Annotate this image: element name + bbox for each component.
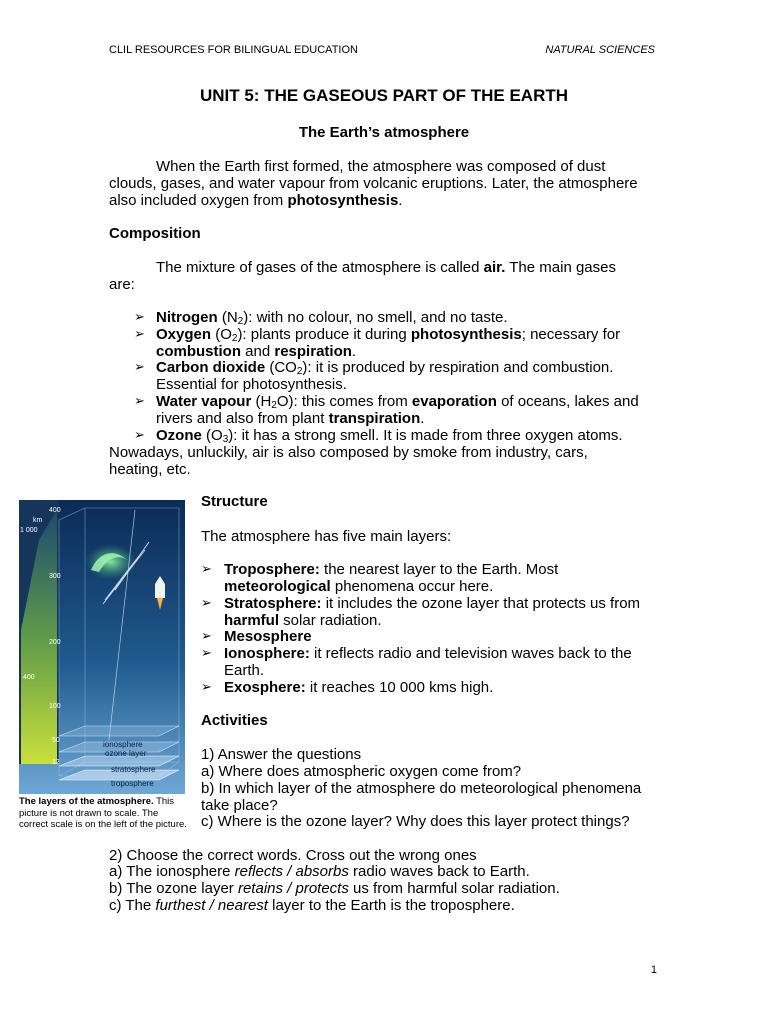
composition-heading: Composition (109, 225, 201, 242)
scale-label: 100 (49, 703, 61, 710)
gas-item-oxygen: Oxygen $(O_2)$: plants produce it during photosynthesis; necessary for (156, 326, 621, 344)
composition-intro-line-2: are: (109, 276, 135, 293)
composition-note-line-1: Nowadays, unluckily, air is also composed by smoke from industry, cars, (109, 444, 588, 461)
structure-intro: The atmosphere has five main layers: (201, 528, 452, 545)
structure-heading: Structure (201, 493, 268, 510)
header-left: CLIL RESOURCES FOR BILINGUAL EDUCATION (109, 44, 358, 56)
activity-2b: b) The ozone layer retains / protects us from harmful solar radiation. (109, 880, 560, 897)
activity-2c: c) The furthest / nearest layer to the Earth is the troposphere. (109, 897, 515, 914)
layer-item-ionosphere: Ionosphere: it reflects radio and television waves back to the (224, 645, 632, 662)
scale-label: 300 (49, 573, 61, 580)
intro-line-3: also included oxygen from photosynthesis. (109, 192, 403, 209)
arrow-bullet-icon: ➢ (201, 595, 212, 610)
header-right: NATURAL SCIENCES (545, 44, 655, 56)
arrow-bullet-icon: ➢ (201, 628, 212, 643)
scale-unit-label: km (33, 517, 43, 524)
arrow-bullet-icon: ➢ (201, 561, 212, 576)
activities-heading: Activities (201, 712, 268, 729)
intro-line-2: clouds, gases, and water vapour from volcanic eruptions. Later, the atmosphere (109, 175, 638, 192)
composition-intro: The mixture of gases of the atmosphere is called air. The main gases (156, 259, 616, 276)
activity-1: 1) Answer the questions (201, 746, 362, 763)
scale-label: 50 (52, 737, 60, 744)
layer-label-stratosphere: stratosphere (111, 765, 156, 774)
activity-2: 2) Choose the correct words. Cross out the wrong ones (109, 847, 477, 864)
scale-label: 400 (49, 507, 61, 514)
layer-item-ionosphere-line-2: Earth. (224, 662, 265, 679)
activity-2a: a) The ionosphere reflects / absorbs radio waves back to Earth. (109, 863, 530, 880)
scale-label: 12 (52, 759, 60, 766)
arrow-bullet-icon: ➢ (134, 309, 145, 324)
gas-item-ozone: Ozone $(O_3)$: it has a strong smell. It is made from three oxygen atoms. (156, 427, 623, 445)
gas-item-water-vapour-line-2: rivers and also from plant transpiration. (156, 410, 425, 427)
gas-item-carbon-dioxide-line-2: Essential for photosynthesis. (156, 376, 347, 393)
arrow-bullet-icon: ➢ (134, 359, 145, 374)
figure-caption: The layers of the atmosphere. This picture is not drawn to scale. The correct scale is on the left of the picture. (19, 796, 187, 830)
layer-item-stratosphere-line-2: harmful solar radiation. (224, 612, 382, 629)
page-title: UNIT 5: THE GASEOUS PART OF THE EARTH (199, 86, 569, 105)
gas-item-nitrogen: Nitrogen $(N_2)$: with no colour, no smell, and no taste. (156, 309, 508, 327)
layer-label-ionosphere: ionosphere (103, 740, 143, 749)
activity-1b-line-2: take place? (201, 797, 278, 814)
layer-label-troposphere: troposphere (111, 779, 154, 788)
arrow-bullet-icon: ➢ (134, 393, 145, 408)
gas-item-carbon-dioxide: Carbon dioxide $(CO_2)$: it is produced by respiration and combustion. (156, 359, 614, 377)
composition-note-line-2: heating, etc. (109, 461, 191, 478)
arrow-bullet-icon: ➢ (201, 645, 212, 660)
section-title: The Earth’s atmosphere (298, 124, 470, 141)
arrow-bullet-icon: ➢ (201, 679, 212, 694)
intro-line-1: When the Earth first formed, the atmosphere was composed of dust (156, 158, 606, 175)
scale-label: 200 (49, 639, 61, 646)
layer-item-exosphere: Exosphere: it reaches 10 000 kms high. (224, 679, 494, 696)
gas-item-oxygen-line-2: combustion and respiration. (156, 343, 357, 360)
layer-label-ozone: ozone layer (105, 749, 147, 758)
activity-1c: c) Where is the ozone layer? Why does this layer protect things? (201, 813, 630, 830)
layer-item-troposphere-line-2: meteorological phenomena occur here. (224, 578, 494, 595)
atmosphere-layers-illustration (19, 500, 185, 794)
activity-1b: b) In which layer of the atmosphere do meteorological phenomena (201, 780, 642, 797)
activity-1a: a) Where does atmospheric oxygen come from? (201, 763, 522, 780)
gas-item-water-vapour: Water vapour $(H_2O)$: this comes from evaporation of oceans, lakes and (156, 393, 639, 411)
scale-label: 1 000 (20, 527, 38, 534)
layer-item-mesosphere: Mesosphere (224, 628, 312, 645)
page-number: 1 (650, 964, 657, 976)
arrow-bullet-icon: ➢ (134, 427, 145, 442)
arrow-bullet-icon: ➢ (134, 326, 145, 341)
layer-item-troposphere: Troposphere: the nearest layer to the Earth. Most (224, 561, 559, 578)
scale-label: 400 (23, 674, 35, 681)
layer-item-stratosphere: Stratosphere: it includes the ozone layer that protects us from (224, 595, 641, 612)
